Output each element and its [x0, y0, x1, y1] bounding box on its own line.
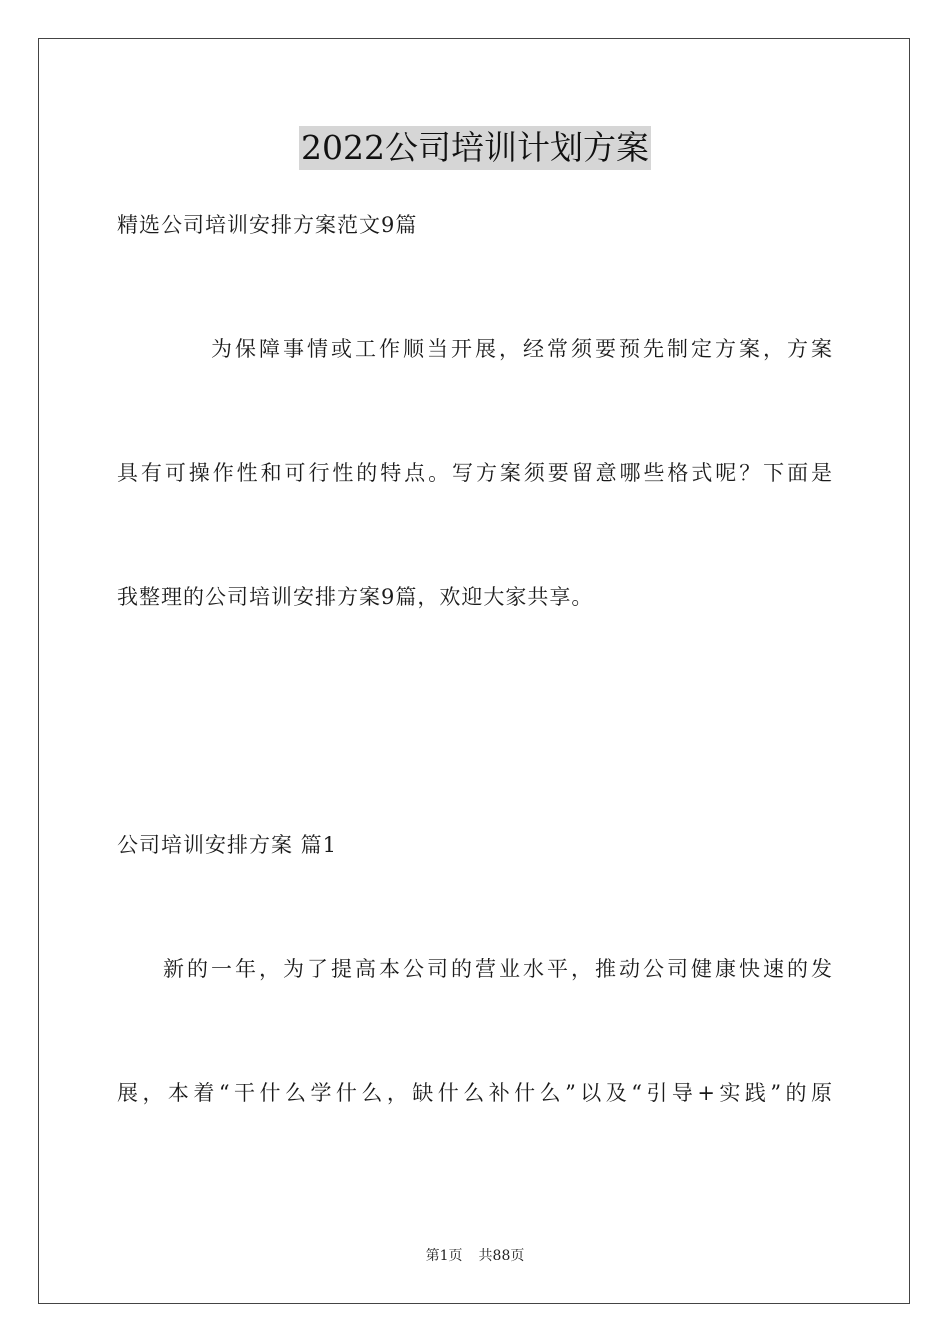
page-number: 第1页 — [425, 1248, 463, 1264]
intro-line-1: 为保障事情或工作顺当开展，经常须要预先制定方案，方案 — [211, 337, 833, 361]
intro-line-3: 我整理的公司培训安排方案9篇，欢迎大家共享。 — [117, 585, 594, 609]
section-line-2: 展，本着“干什么学什么，缺什么补什么”以及“引导+实践”的原 — [117, 1081, 833, 1105]
document-subtitle: 精选公司培训安排方案范文9篇 — [117, 213, 418, 237]
intro-line-2: 具有可操作性和可行性的特点。写方案须要留意哪些格式呢？下面是 — [117, 461, 833, 485]
page-total: 共88页 — [478, 1248, 525, 1264]
document-title: 2022公司培训计划方案 — [299, 126, 651, 170]
page-footer — [0, 1246, 950, 1266]
section-heading: 公司培训安排方案 篇1 — [117, 833, 338, 857]
title-wrapper — [0, 126, 950, 170]
section-line-1: 新的一年，为了提高本公司的营业水平，推动公司健康快速的发 — [163, 957, 833, 981]
